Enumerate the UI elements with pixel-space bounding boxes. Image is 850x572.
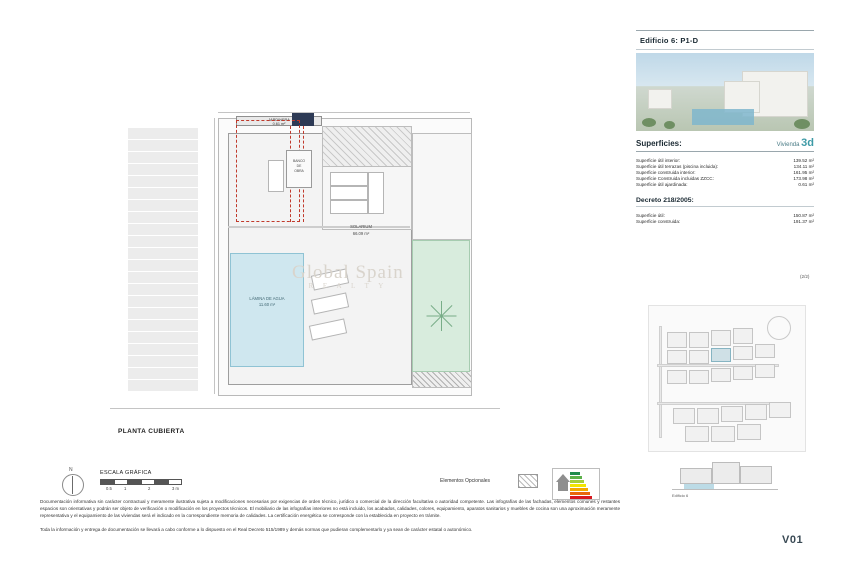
site-location-map (648, 305, 806, 452)
elevation-caption: Edificio 6 (672, 493, 689, 498)
solarium-label (338, 224, 384, 237)
banco-line-2: DE (296, 164, 302, 169)
scale-tick-1: 1 (124, 486, 127, 491)
superficies-heading: Superficies: (636, 139, 682, 148)
version-code: V01 (782, 534, 804, 546)
interior-element (368, 172, 384, 214)
unit-code: 3d (801, 137, 814, 149)
decreto-value: 150.87 m² (793, 212, 814, 218)
legal-paragraph-2: Toda la información y entrega de documentación se llevará a cabo conforme a lo dispuesto en el Real Decreto 515/1989 y demás normas que pudieran complementarlo y ya sean de carácter estatal o autonómico. (40, 527, 473, 533)
optional-elements-legend: Elementos Opcionales (440, 478, 491, 484)
surface-label: Superficie útil terrazas (piscina incluida): (636, 163, 719, 169)
interior-element (330, 172, 368, 186)
terrace-strips (128, 128, 198, 390)
north-compass-icon (58, 467, 88, 500)
page-number: (2/2) (800, 274, 810, 279)
surface-value: 139.52 m² (793, 157, 814, 163)
jardinera-area: 0.61 m² (272, 122, 286, 127)
pool-name: LÁMINA DE AGUA (249, 296, 285, 301)
building-title: Edificio 6: P1-D (640, 36, 699, 45)
garden-area (412, 240, 470, 372)
solarium-area: 66.09 m² (352, 230, 370, 236)
watermark-text: Global Spain (292, 262, 404, 283)
pool-area: 11.60 m² (258, 302, 276, 308)
rear-hatch-strip (412, 370, 472, 388)
decreto-label: Superficie útil: (636, 212, 665, 218)
scale-tick-0: 0.5 (106, 486, 112, 491)
energy-rating-badge (552, 468, 600, 500)
unit-label: Vivienda (776, 142, 800, 148)
decreto-table (636, 212, 814, 224)
pool-label (231, 296, 303, 309)
surface-label: Superficie útil ajardinada: (636, 182, 688, 188)
table-row (636, 182, 814, 188)
surface-value: 173.98 m² (793, 176, 814, 182)
interior-element (330, 200, 368, 214)
scale-title: ESCALA GRÁFICA (100, 470, 152, 476)
superficies-table (636, 157, 814, 188)
elevation-thumbnail (672, 460, 778, 498)
scale-ticks (100, 485, 190, 493)
table-row (636, 218, 814, 224)
decreto-heading: Decreto 218/2005: (636, 197, 814, 207)
banco-line-3: OBRA (294, 169, 304, 174)
banco-de-obra (286, 150, 312, 188)
surface-label: Superficie Construida incluidas ZZCC: (636, 176, 714, 182)
north-label: N (69, 467, 73, 473)
legal-disclaimer (40, 498, 620, 540)
scale-tick-3: 3 m (172, 486, 179, 491)
decreto-label: Superficie construida: (636, 218, 681, 224)
roof-zone-hatched (322, 126, 412, 168)
info-panel (636, 30, 814, 224)
graphic-scale (100, 470, 190, 493)
solarium-name: SOLARIUM (350, 224, 372, 229)
banco-line-1: BANCO (292, 159, 306, 163)
surface-value: 134.11 m² (793, 163, 814, 169)
surface-value: 0.61 m² (798, 182, 814, 188)
decreto-value: 191.37 m² (793, 218, 814, 224)
energy-scale-bars (570, 472, 596, 500)
dimension-line-bottom (110, 408, 500, 409)
jardinera-name: JARDINERA (268, 117, 290, 122)
side-terrace (412, 133, 472, 240)
render-photo (636, 53, 814, 131)
scale-tick-2: 2 (148, 486, 151, 491)
house-icon-body (558, 482, 568, 491)
palm-tree-icon (427, 301, 457, 331)
interior-element (268, 160, 284, 192)
optional-elements-swatch (518, 474, 538, 488)
watermark-subtext: R E A L T Y (308, 282, 388, 290)
superficies-header (636, 137, 814, 152)
interior-element (330, 186, 368, 200)
house-icon (556, 474, 570, 482)
legal-paragraph-1: Documentación informativa sin carácter contractual y meramente ilustrativa sujeta a modificaciones necesarias por exigencias de orden técnico, jurídico o comercial de la dirección facultativa o autoridad competente. Las infografías de las fachadas, elementos comunes y restantes espacios son orientativas y podrán ser objeto de verificación o modificación en los proyectos técnicos. El mobiliario de las infografías interiores no está incluido, los acabados, calidades, colores, equipamiento, aparatos sanitarios y muebles de cocina son una aproximación meramente representativa y el equipamiento de las viviendas será el indicado en la correspondiente memoria de calidades. La certificación energética se corresponde con la establecida en proyecto en trámite. (40, 499, 620, 519)
dimension-line-left (214, 118, 215, 394)
plan-title: PLANTA CUBIERTA (118, 428, 185, 435)
surface-value: 161.95 m² (793, 169, 814, 175)
dimension-line-top (218, 112, 470, 113)
panel-divider (636, 49, 814, 50)
surface-label: Superficie útil interior: (636, 157, 681, 163)
watermark (292, 262, 404, 290)
surface-label: Superficie construida interior: (636, 169, 696, 175)
